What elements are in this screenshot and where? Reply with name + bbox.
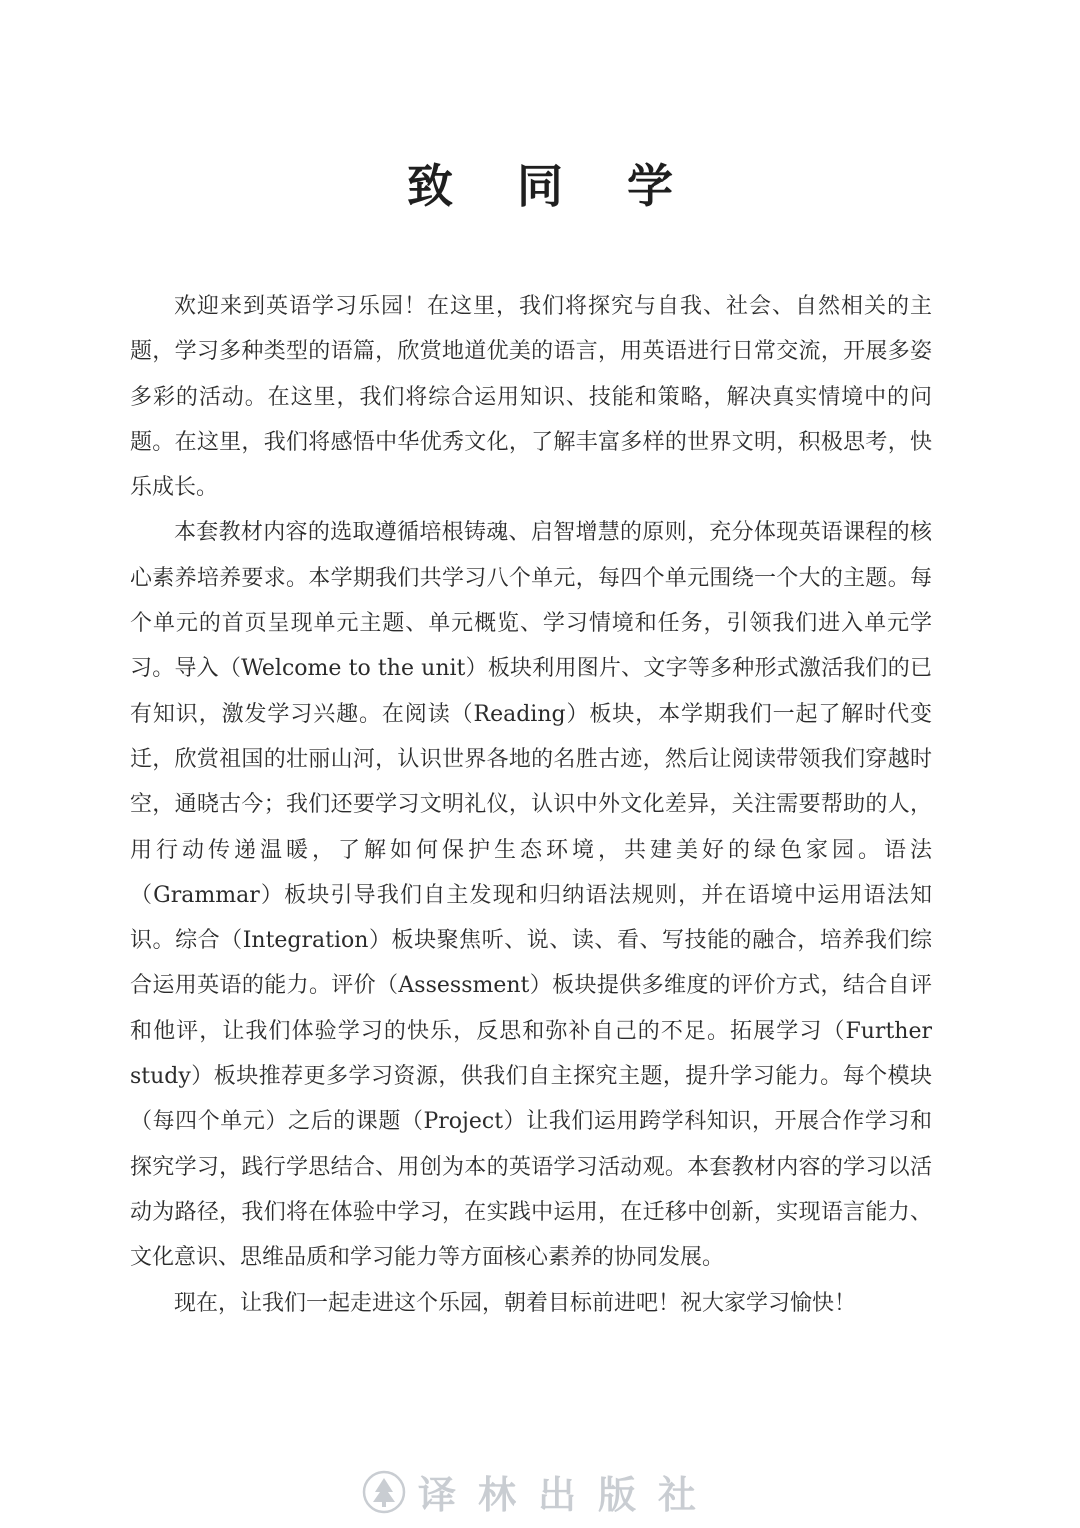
page-title: 致 同 学 <box>406 159 698 213</box>
publisher-footer <box>0 1464 1080 1519</box>
tree-logo-icon <box>362 1470 406 1514</box>
paragraph-intro: 欢迎来到英语学习乐园！在这里，我们将探究与自我、社会、自然相关的主题，学习多种类型的语篇，欣赏地道优美的语言，用英语进行日常交流，开展多姿多彩的活动。在这里，我们将综合运用知识、技能和策略，解决真实情境中的问题。在这里，我们将感悟中华优秀文化，了解丰富多样的世界文明，积极思考，快乐成长。 <box>130 294 932 501</box>
paragraph-textbook-overview: 本套教材内容的选取遵循培根铸魂、启智增慧的原则，充分体现英语课程的核心素养培养要求。本学期我们共学习八个单元，每四个单元围绕一个大的主题。每个单元的首页呈现单元主题、单元概览、学习情境和任务，引领我们进入单元学习。导入（Welcome to the unit）板块利用图片、文字等多种形式激活我们的已有知识，激发学习兴趣。在阅读（Reading）板块，本学期我们一起了解时代变迁，欣赏祖国的壮丽山河，认识世界各地的名胜古迹，然后让阅读带领我们穿越时空，通晓古今；我们还要学习文明礼仪，认识中外文化差异，关注需要帮助的人，用行动传递温暖，了解如何保护生态环境，共建美好的绿色家园。语法（Grammar）板块引导我们自主发现和归纳语法规则，并在语境中运用语法知识。综合（Integration）板块聚焦听、说、读、看、写技能的融合，培养我们综合运用英语的能力。评价（Assessment）板块提供多维度的评价方式，结合自评和他评，让我们体验学习的快乐，反思和弥补自己的不足。拓展学习（Further study）板块推荐更多学习资源，供我们自主探究主题，提升学习能力。每个模块（每四个单元）之后的课题（Project）让我们运用跨学科知识，开展合作学习和探究学习，践行学思结合、用创为本的英语学习活动观。本套教材内容的学习以活动为路径，我们将在体验中学习，在实践中运用，在迁移中创新，实现语言能力、文化意识、思维品质和学习能力等方面核心素养的协同发展。 <box>130 520 932 1271</box>
publisher-name: 译林出版社 <box>417 1472 718 1517</box>
paragraph-closing: 现在，让我们一起走进这个乐园，朝着目标前进吧！祝大家学习愉快！ <box>174 1290 857 1316</box>
letter-body <box>130 284 932 1326</box>
